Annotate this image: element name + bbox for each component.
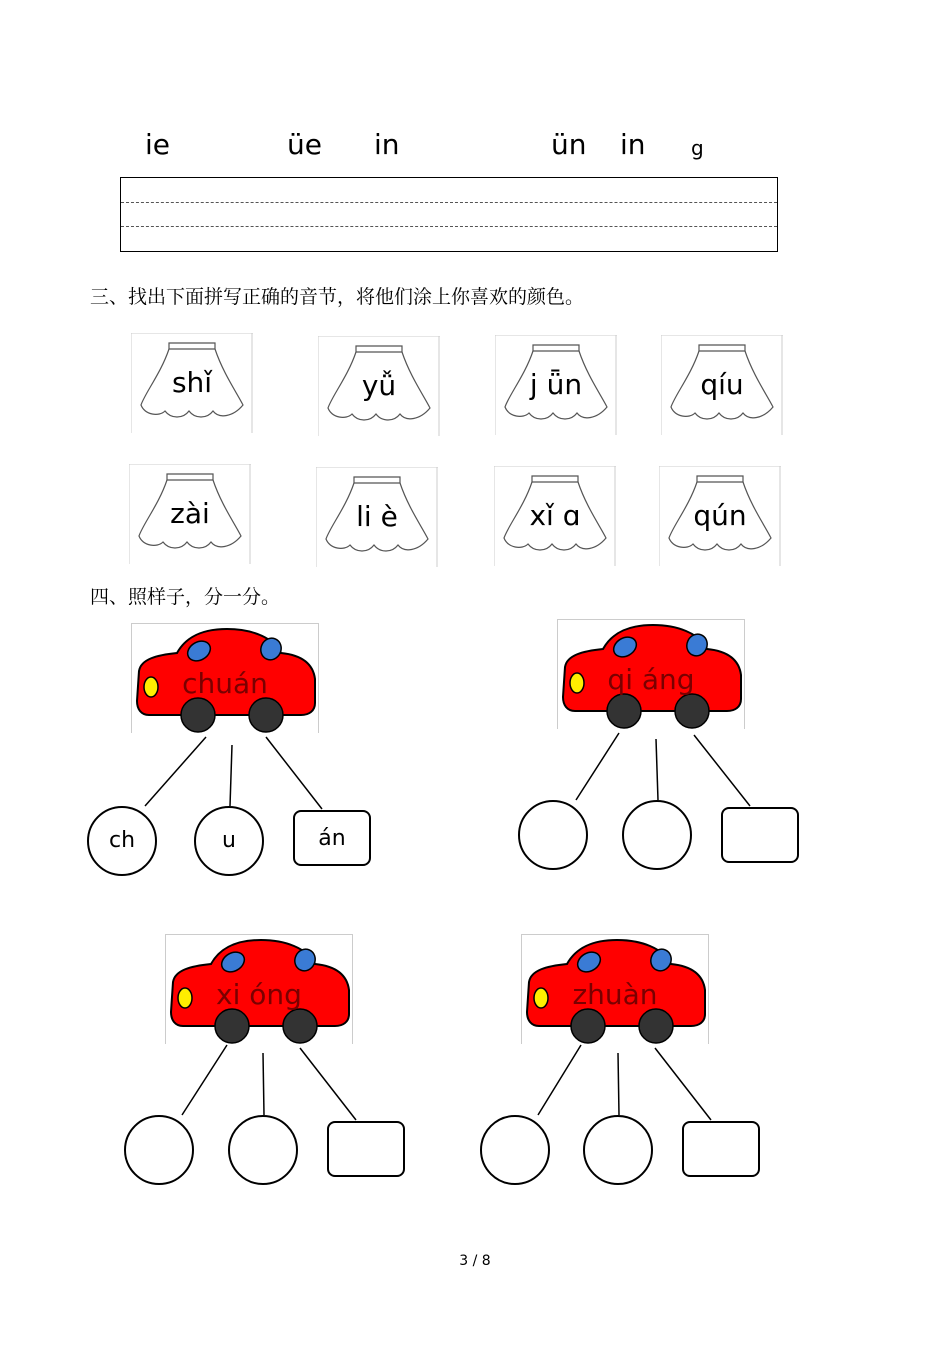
initial-circle[interactable] xyxy=(228,1115,298,1185)
skirt-card[interactable] xyxy=(129,464,251,564)
skirt-syllable: yǚ xyxy=(361,369,397,402)
node-text: u xyxy=(222,828,236,853)
skirt-card[interactable] xyxy=(495,335,617,435)
connector-line xyxy=(300,1048,356,1120)
skirt-syllable: shǐ xyxy=(171,366,213,399)
car-card xyxy=(131,623,319,733)
skirt-card[interactable] xyxy=(659,466,781,566)
connector-line xyxy=(145,737,206,806)
final-box[interactable] xyxy=(682,1121,760,1177)
skirt-card[interactable] xyxy=(316,467,438,567)
car-syllable-label: chuán xyxy=(182,667,268,700)
pinyin-item: in xyxy=(620,128,646,161)
node-text: ch xyxy=(108,828,136,853)
section4-heading: 四、照样子，分一分。 xyxy=(90,586,281,608)
initial-circle[interactable] xyxy=(583,1115,653,1185)
car-syllable-label: qi áng xyxy=(607,663,695,696)
final-box[interactable] xyxy=(721,807,799,863)
skirt-syllable: qún xyxy=(693,499,747,532)
connector-line xyxy=(576,733,619,800)
skirt-syllable: xǐ ɑ xyxy=(529,499,581,532)
car-card xyxy=(521,934,709,1044)
skirt-syllable: qíu xyxy=(700,368,744,401)
pinyin-item: üe xyxy=(287,128,322,161)
skirt-syllable: zài xyxy=(170,497,210,530)
initial-circle[interactable] xyxy=(194,806,264,876)
connector-line xyxy=(263,1053,264,1115)
car-syllable-label: xi óng xyxy=(216,978,302,1011)
skirt-card[interactable] xyxy=(661,335,783,435)
pinyin-item: ie xyxy=(145,128,171,161)
connector-line xyxy=(538,1045,581,1115)
final-box[interactable] xyxy=(293,810,371,866)
node-text: án xyxy=(318,826,346,851)
initial-circle[interactable] xyxy=(518,800,588,870)
page-number: 3 / 8 xyxy=(459,1253,491,1269)
car-syllable-label: zhuàn xyxy=(572,978,658,1011)
section3-heading: 三、找出下面拼写正确的音节，将他们涂上你喜欢的颜色。 xyxy=(90,286,585,308)
writing-guide-line xyxy=(121,226,777,227)
car-card xyxy=(165,934,353,1044)
connector-line xyxy=(694,735,750,806)
writing-lines-box[interactable] xyxy=(120,177,778,252)
connector-line xyxy=(618,1053,619,1115)
connector-line xyxy=(230,745,232,806)
initial-circle[interactable] xyxy=(124,1115,194,1185)
connector-line xyxy=(182,1045,227,1115)
skirt-card[interactable] xyxy=(318,336,440,436)
final-box[interactable] xyxy=(327,1121,405,1177)
initial-circle[interactable] xyxy=(87,806,157,876)
pinyin-item: in xyxy=(374,128,400,161)
pinyin-item: ün xyxy=(551,128,587,161)
connector-line xyxy=(266,737,322,809)
connector-line xyxy=(656,739,658,800)
initial-circle[interactable] xyxy=(480,1115,550,1185)
skirt-card[interactable] xyxy=(494,466,616,566)
skirt-syllable: li è xyxy=(356,500,398,533)
writing-guide-line xyxy=(121,202,777,203)
skirt-syllable: j ǖn xyxy=(529,368,583,401)
connector-line xyxy=(655,1048,711,1120)
skirt-card[interactable] xyxy=(131,333,253,433)
car-card xyxy=(557,619,745,729)
pinyin-item: g xyxy=(691,136,704,160)
initial-circle[interactable] xyxy=(622,800,692,870)
